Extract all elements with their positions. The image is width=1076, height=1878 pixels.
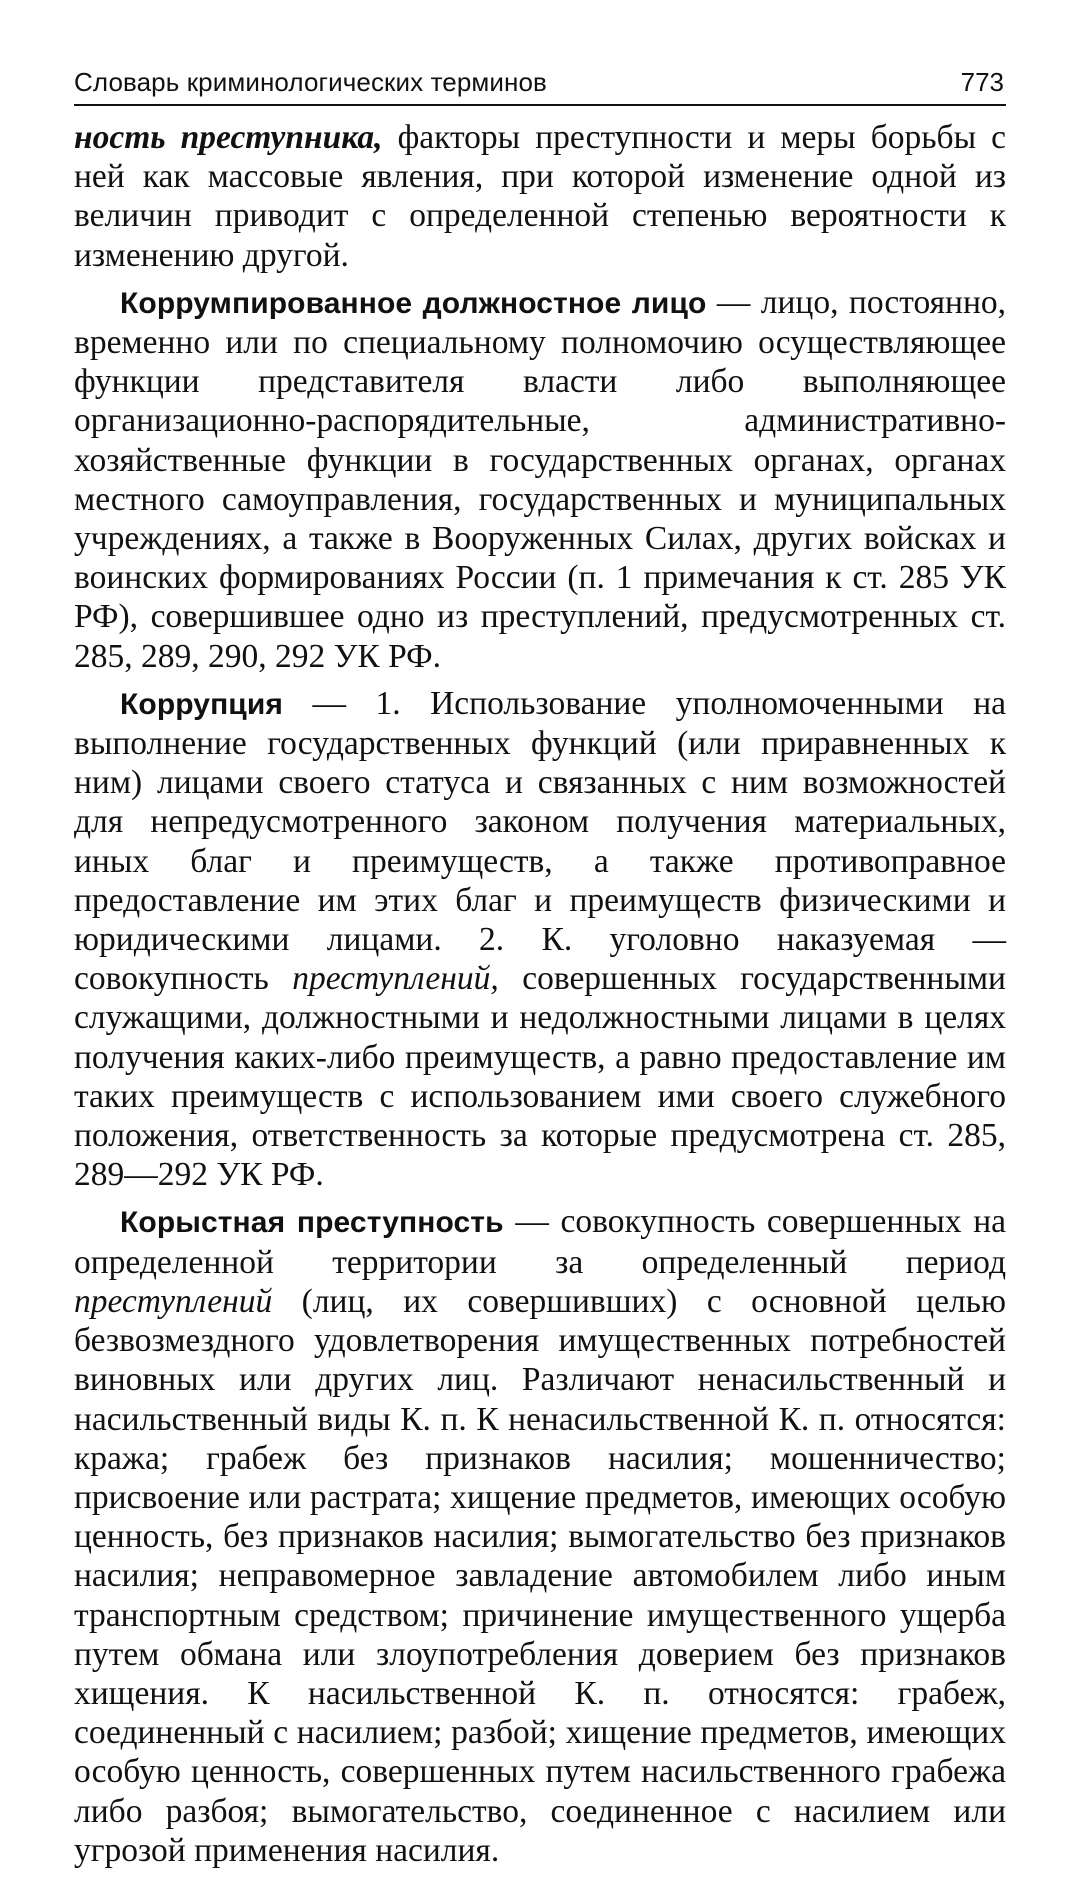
continued-entry-italic: ность преступника, bbox=[74, 119, 383, 156]
definition-mercenary-crime-part-a: — совокупность совершенных на определенной территории за определенный период bbox=[74, 1203, 1006, 1281]
term-corruption: Коррупция bbox=[120, 687, 283, 721]
book-page bbox=[74, 0, 1006, 1869]
entry-corruption bbox=[74, 684, 1006, 1195]
entry-mercenary-crime bbox=[74, 1202, 1006, 1869]
dictionary-body bbox=[74, 118, 1006, 1878]
page-number: 773 bbox=[960, 67, 1004, 97]
definition-corruption-italic: преступлений, bbox=[292, 960, 499, 998]
term-mercenary-crime: Корыстная преступность bbox=[120, 1206, 504, 1240]
continued-entry-text: факторы преступности и меры борьбы с ней как массовые явления, при которой изменение одной из величин приводит с определенной степенью вероятности к изменению другой. bbox=[74, 119, 1006, 274]
definition-corruption-part-b: совершенных государственными служащими, должностными и недолжностными лицами в целях получения каких-либо преимуществ, а равно предоставление им таких преимуществ с использованием ими своего служебного положения, ответственность за которые предусмотрена ст. 285, 289—292 УК РФ. bbox=[74, 960, 1006, 1194]
header-rule bbox=[74, 104, 1006, 106]
definition-mercenary-crime-italic: преступлений bbox=[74, 1282, 273, 1320]
definition-mercenary-crime-part-b: (лиц, их совершивших) с основной целью безвозмездного удовлетворения имущественных потребностей виновных или других лиц. Различают ненасильственный и насильственный виды К. п. К ненасильственной К. п. относятся: кража; грабеж без признаков насилия; мошенничество; присвоение или растрата; хищение предметов, имеющих особую ценность, без признаков насилия; вымогательство без признаков насилия; неправомерное завладение автомобилем либо иным транспортным средством; причинение имущественного ущерба путем обмана или злоупотребления доверием без признаков хищения. К насильственной К. п. относятся: грабеж, соединенный с насилием; разбой; хищение предметов, имеющих особую ценность, совершенных путем насильственного грабежа либо разбоя; вымогательство, соединенное с насилием или угрозой применения насилия. bbox=[74, 1282, 1006, 1869]
running-title: Словарь криминологических терминов bbox=[74, 67, 547, 97]
definition-corruption-part-a: — 1. Использование уполномоченными на выполнение государственных функций (или приравненных к ним) лицами своего статуса и связанных с ним возможностей для непредусмотренного законом получения материальных, иных благ и преимуществ, а также противоправное предоставление им этих благ и преимуществ физическими и юридическими лицами. 2. К. уголовно наказуемая — совокупность bbox=[74, 684, 1006, 998]
term-corrupt-official: Коррумпированное должностное лицо bbox=[120, 286, 707, 320]
entry-corrupt-official bbox=[74, 283, 1006, 676]
definition-corrupt-official: — лицо, постоянно, временно или по специальному полномочию осуществляющее функции представителя власти либо выполняющее организационно-распорядительные, административно-хозяйственные функции в государственных органах, органах местного самоуправления, государственных и муниципальных учреждениях, а также в Вооруженных Силах, других войсках и воинских формированиях России (п. 1 примечания к ст. 285 УК РФ), совершившее одно из преступлений, предусмотренных ст. 285, 289, 290, 292 УК РФ. bbox=[74, 283, 1006, 675]
continued-entry bbox=[74, 118, 1006, 275]
running-head bbox=[74, 66, 1006, 106]
